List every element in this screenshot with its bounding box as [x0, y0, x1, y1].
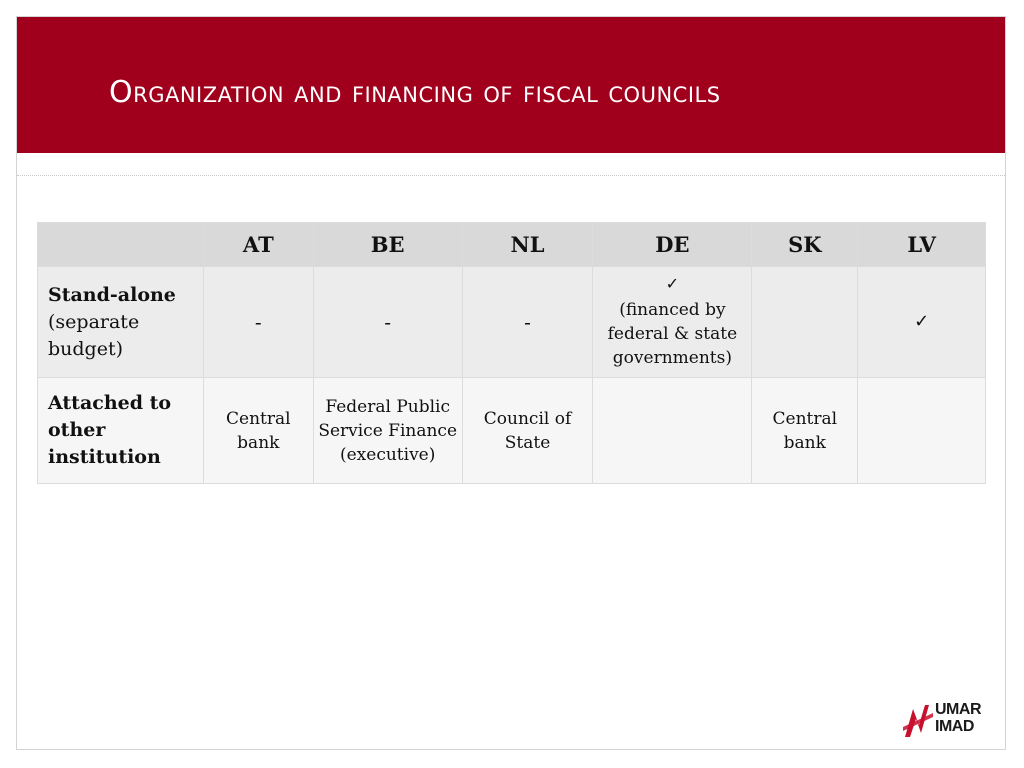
row-label-attached [38, 378, 204, 484]
column-header-sk: SK [752, 223, 858, 267]
column-header-de: DE [593, 223, 752, 267]
title-bar [17, 17, 1005, 153]
cell-standalone-nl: - [462, 267, 593, 378]
cell-standalone-de [593, 267, 752, 378]
fiscal-councils-table [37, 222, 986, 484]
cell-attached-sk: Central bank [752, 378, 858, 484]
cell-standalone-lv [858, 267, 986, 378]
cell-standalone-be: - [313, 267, 462, 378]
column-header-lv: LV [858, 223, 986, 267]
slide-title: Organization and financing of fiscal councils [109, 75, 721, 110]
checkmark-icon: ✓ [914, 311, 930, 332]
column-header-be: BE [313, 223, 462, 267]
logo-line-2: IMAD [935, 718, 974, 735]
cell-standalone-sk [752, 267, 858, 378]
logo-text [935, 701, 981, 735]
cell-attached-de [593, 378, 752, 484]
table-row-attached [38, 378, 986, 484]
divider [17, 175, 1005, 176]
slide [16, 16, 1006, 750]
umar-imad-logo [903, 701, 997, 741]
cell-standalone-de-note: (financed by federal & state governments) [607, 300, 738, 368]
row-label-standalone [38, 267, 204, 378]
row-label-bold: Stand-alone [48, 283, 176, 306]
cell-standalone-at: - [203, 267, 313, 378]
header-corner [38, 223, 204, 267]
row-label-bold: Attached to other institution [48, 392, 172, 468]
cell-attached-at: Central bank [203, 378, 313, 484]
row-label-note: (separate budget) [48, 310, 140, 360]
logo-mark-icon [903, 703, 935, 739]
column-header-at: AT [203, 223, 313, 267]
table-header-row [38, 223, 986, 267]
table-row-standalone [38, 267, 986, 378]
logo-line-1: UMAR [935, 701, 981, 718]
column-header-nl: NL [462, 223, 593, 267]
checkmark-icon: ✓ [665, 274, 680, 293]
cell-attached-lv [858, 378, 986, 484]
cell-attached-be: Federal Public Service Finance (executive) [313, 378, 462, 484]
cell-attached-nl: Council of State [462, 378, 593, 484]
